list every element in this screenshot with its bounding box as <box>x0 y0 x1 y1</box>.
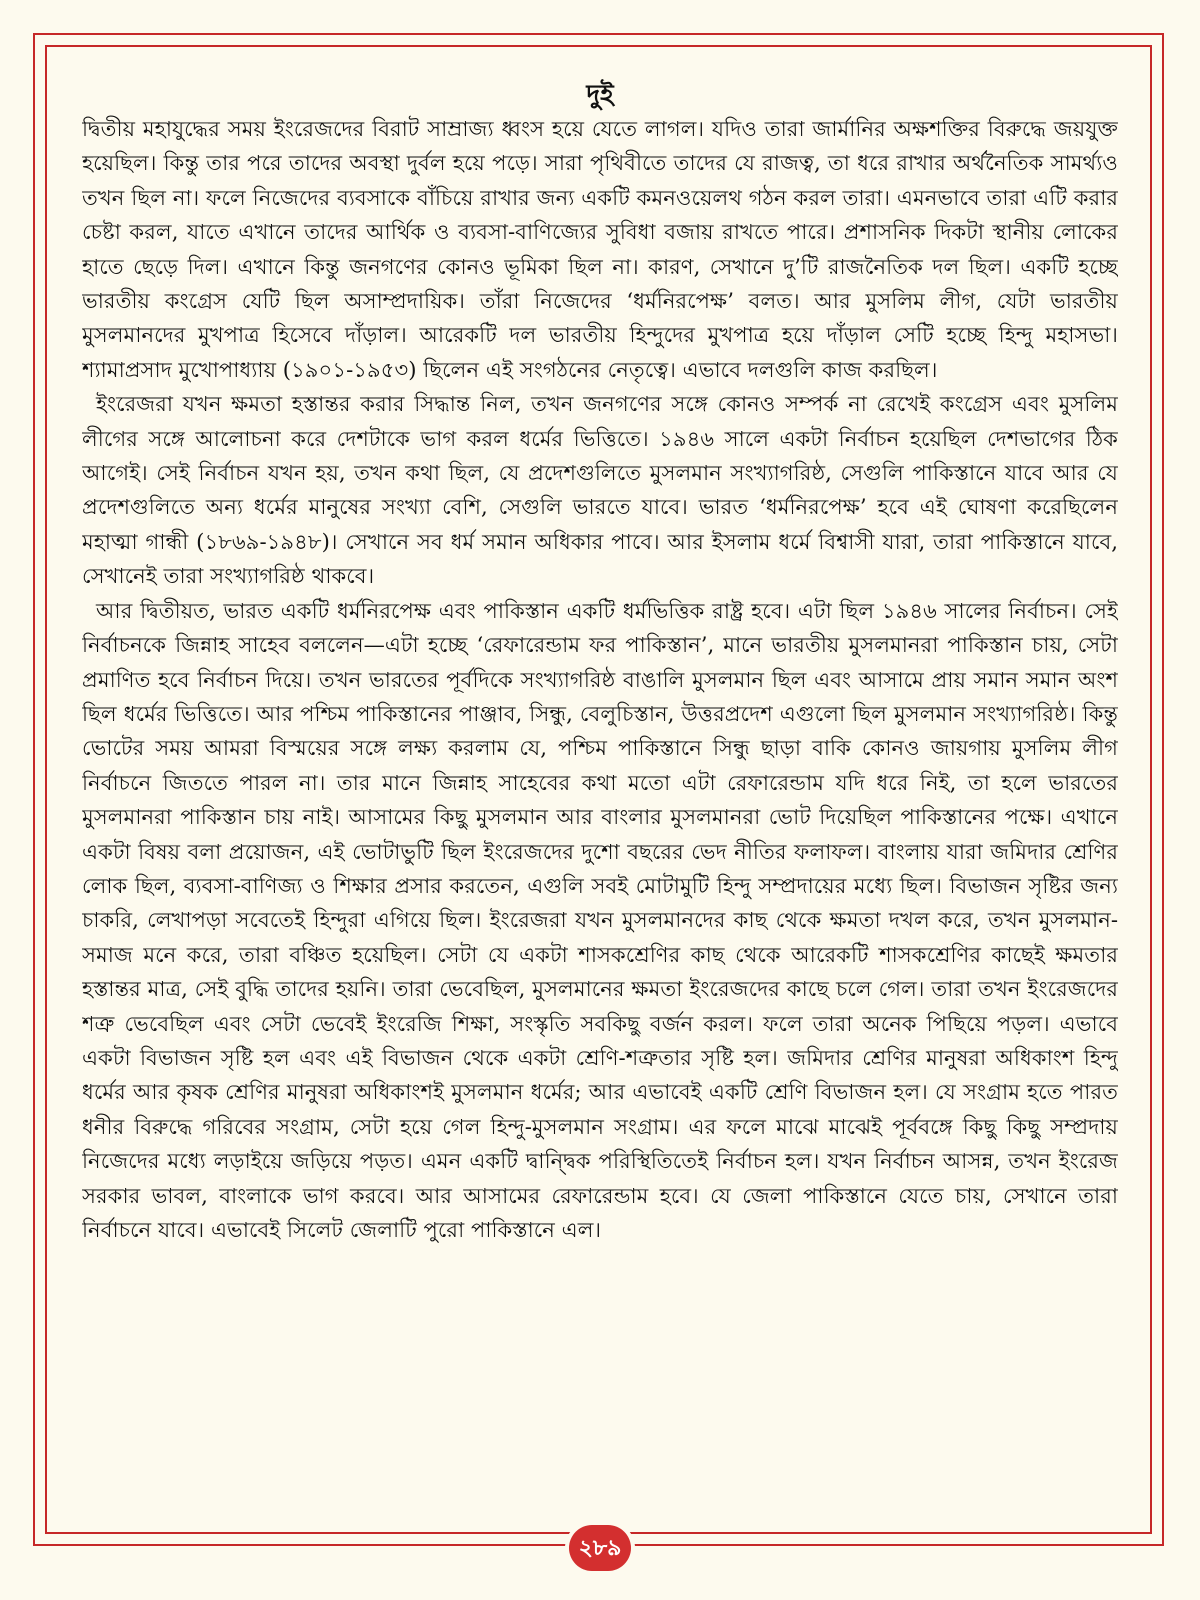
chapter-title: দুই <box>586 80 614 110</box>
page-number-badge: ২৮৯ <box>569 1525 631 1571</box>
paragraph-3: আর দ্বিতীয়ত, ভারত একটি ধর্মনিরপেক্ষ এবং পাকিস্তান একটি ধর্মভিত্তিক রাষ্ট্র হবে। এটা ছিল ১৯৪৬ সালের নির্বাচন। সেই নির্বাচনকে জিন্নাহ সাহেব বললেন—এটা হচ্ছে ‘রেফারেন্ডাম ফর পাকিস্তান’, মানে ভারতীয় মুসলমানরা পাকিস্তান চায়, সেটা প্রমাণিত হবে নির্বাচন দিয়ে। তখন ভারতের পূর্বদিকে সংখ্যাগরিষ্ঠ বাঙালি মুসলমান ছিল এবং আসামে প্রায় সমান সমান অংশ ছিল ধর্মের ভিত্তিতে। আর পশ্চিম পাকিস্তানের পাঞ্জাব, সিন্ধু, বেলুচিস্তান, উত্তরপ্রদেশ এগুলো ছিল মুসলমান সংখ্যাগরিষ্ঠ। কিন্তু ভোটের সময় আমরা বিস্ময়ের সঙ্গে লক্ষ্য করলাম যে, পশ্চিম পাকিস্তানে সিন্ধু ছাড়া বাকি কোনও জায়গায় মুসলিম লীগ নির্বাচনে জিততে পারল না। তার মানে জিন্নাহ সাহেবের কথা মতো এটা রেফারেন্ডাম যদি ধরে নিই, তা হলে ভারতের মুসলমানরা পাকিস্তান চায় নাই। আসামের কিছু মুসলমান আর বাংলার মুসলমানরা ভোট দিয়েছিল পাকিস্তানের পক্ষে। এখানে একটা বিষয় বলা প্রয়োজন, এই ভোটাভুটি ছিল ইংরেজদের দুশো বছরের ভেদ নীতির ফলাফল। বাংলায় যারা জমিদার শ্রেণির লোক ছিল, ব্যবসা-বাণিজ্য ও শিক্ষার প্রসার করতেন, এগুলি সবই মোটামুটি হিন্দু সম্প্রদায়ের মধ্যে ছিল। বিভাজন সৃষ্টির জন্য চাকরি, লেখাপড়া সবেতেই হিন্দুরা এগিয়ে ছিল। ইংরেজরা যখন মুসলমানদের কাছ থেকে ক্ষমতা দখল করে, তখন মুসলমান-সমাজ মনে করে, তারা বঞ্চিত হয়েছিল। সেটা যে একটা শাসকশ্রেণির কাছ থেকে আরেকটি শাসকশ্রেণির কাছেই ক্ষমতার হস্তান্তর মাত্র, সেই বুদ্ধি তাদের হয়নি। তারা ভেবেছিল, মুসলমানের ক্ষমতা ইংরেজদের কাছে চলে গেল। তারা তখন ইংরেজদের শত্রু ভেবেছিল এবং সেটা ভেবেই ইংরেজি শিক্ষা, সংস্কৃতি সবকিছু বর্জন করল। ফলে তারা অনেক পিছিয়ে পড়ল। এভাবে একটা বিভাজন সৃষ্টি হল এবং এই বিভাজন থেকে একটা শ্রেণি-শত্রুতার সৃষ্টি হল। জমিদার শ্রেণির মানুষরা অধিকাংশ হিন্দু ধর্মের আর কৃষক শ্রেণির মানুষরা অধিকাংশই মুসলমান ধর্মের; আর এভাবেই একটি শ্রেণি বিভাজন হল। যে সংগ্রাম হতে পারত ধনীর বিরুদ্ধে গরিবের সংগ্রাম, সেটা হয়ে গেল হিন্দু-মুসলমান সংগ্রাম। এর ফলে মাঝে মাঝেই পূর্ববঙ্গে কিছু কিছু সম্প্রদায় নিজেদের মধ্যে লড়াইয়ে জড়িয়ে পড়ত। এমন একটি দ্বান্দ্বিক পরিস্থিতিতেই নির্বাচন হল। যখন নির্বাচন আসন্ন, তখন ইংরেজ সরকার ভাবল, বাংলাকে ভাগ করবে। আর আসামের রেফারেন্ডাম হবে। যে জেলা পাকিস্তানে যেতে চায়, সেখানে তারা নির্বাচনে যাবে। এভাবেই সিলেট জেলাটি পুরো পাকিস্তানে এল। <box>82 597 1118 1242</box>
paragraph-1: দ্বিতীয় মহাযুদ্ধের সময় ইংরেজদের বিরাট সাম্রাজ্য ধ্বংস হয়ে যেতে লাগল। যদিও তারা জার্মানির অক্ষশক্তির বিরুদ্ধে জয়যুক্ত হয়েছিল। কিন্তু তার পরে তাদের অবস্থা দুর্বল হয়ে পড়ে। সারা পৃথিবীতে তাদের যে রাজত্ব, তা ধরে রাখার অর্থনৈতিক সামর্থ্যও তখন ছিল না। ফলে নিজেদের ব্যবসাকে বাঁচিয়ে রাখার জন্য একটি কমনওয়েলথ গঠন করল তারা। এমনভাবে তারা এটি করার চেষ্টা করল, যাতে এখানে তাদের আর্থিক ও ব্যবসা-বাণিজ্যের সুবিধা বজায় রাখতে পারে। প্রশাসনিক দিকটা স্থানীয় লোকের হাতে ছেড়ে দিল। এখানে কিন্তু জনগণের কোনও ভূমিকা ছিল না। কারণ, সেখানে দু’টি রাজনৈতিক দল ছিল। একটি হচ্ছে ভারতীয় কংগ্রেস যেটি ছিল অসাম্প্রদায়িক। তাঁরা নিজেদের ‘ধর্মনিরপেক্ষ’ বলত। আর মুসলিম লীগ, যেটা ভারতীয় মুসলমানদের মুখপাত্র হিসেবে দাঁড়াল। আরেকটি দল ভারতীয় হিন্দুদের মুখপাত্র হয়ে দাঁড়াল সেটি হচ্ছে হিন্দু মহাসভা। শ্যামাপ্রসাদ মুখোপাধ্যায় (১৯০১-১৯৫৩) ছিলেন এই সংগঠনের নেতৃত্বে। এভাবে দলগুলি কাজ করছিল। <box>82 116 1118 382</box>
paragraph-2: ইংরেজরা যখন ক্ষমতা হস্তান্তর করার সিদ্ধান্ত নিল, তখন জনগণের সঙ্গে কোনও সম্পর্ক না রেখেই কংগ্রেস এবং মুসলিম লীগের সঙ্গে আলোচনা করে দেশটাকে ভাগ করল ধর্মের ভিত্তিতে। ১৯৪৬ সালে একটা নির্বাচন হয়েছিল দেশভাগের ঠিক আগেই। সেই নির্বাচন যখন হয়, তখন কথা ছিল, যে প্রদেশগুলিতে মুসলমান সংখ্যাগরিষ্ঠ, সেগুলি পাকিস্তানে যাবে আর যে প্রদেশগুলিতে অন্য ধর্মের মানুষের সংখ্যা বেশি, সেগুলি ভারতে যাবে। ভারত ‘ধর্মনিরপেক্ষ’ হবে এই ঘোষণা করেছিলেন মহাত্মা গান্ধী (১৮৬৯-১৯৪৮)। সেখানে সব ধর্ম সমান অধিকার পাবে। আর ইসলাম ধর্মে বিশ্বাসী যারা, তারা পাকিস্তানে যাবে, সেখানেই তারা সংখ্যাগরিষ্ঠ থাকবে। <box>82 391 1118 589</box>
page-content <box>82 78 1118 1518</box>
